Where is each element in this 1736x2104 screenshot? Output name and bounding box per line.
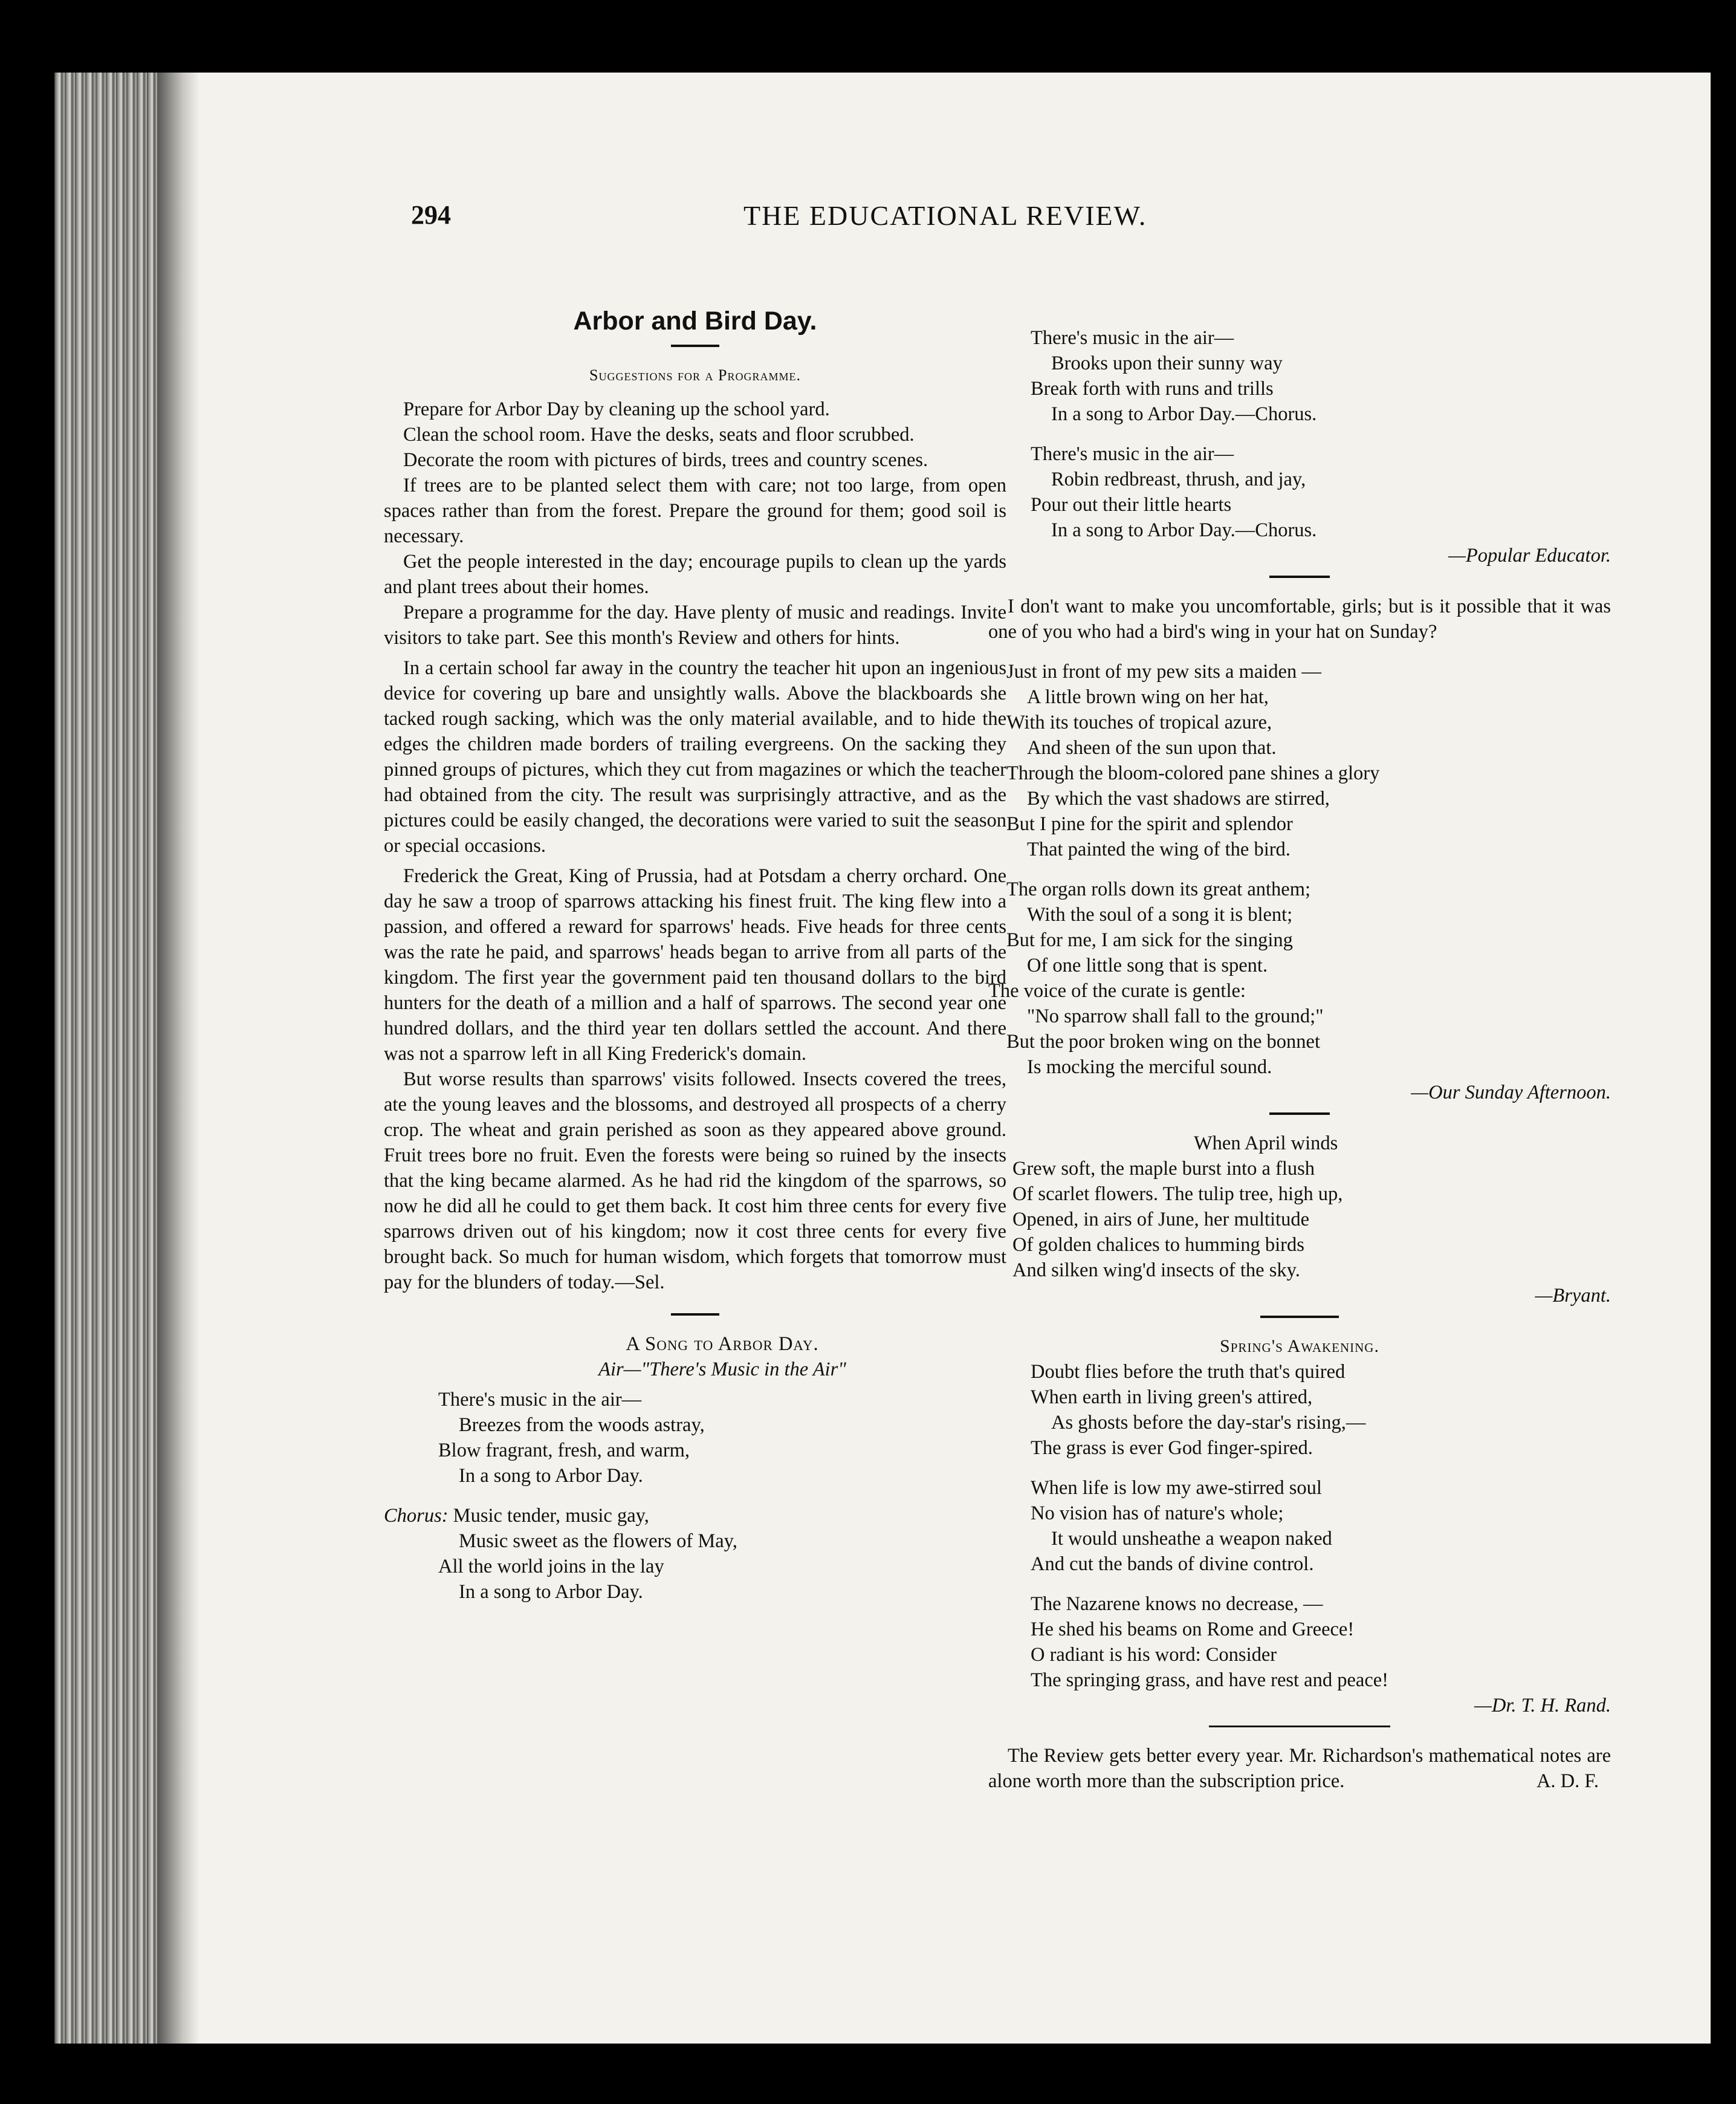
article-title: Arbor and Bird Day.: [573, 307, 817, 336]
verse-line: Of one little song that is spent.: [1027, 955, 1268, 976]
reader-note: The Review gets better every year. Mr. Richardson's mathematical notes are alone worth more than the subscription price.: [988, 1745, 1611, 1792]
attribution: —Bryant.: [1535, 1285, 1611, 1307]
verse-line: The Nazarene knows no decrease, —: [1031, 1593, 1323, 1615]
song-stanza-3: [988, 441, 1611, 543]
verse-line: With the soul of a song it is blent;: [1027, 904, 1293, 926]
verse-line: When life is low my awe-stirred soul: [1031, 1477, 1322, 1499]
verse-line: He shed his beams on Rome and Greece!: [1031, 1619, 1355, 1640]
verse-line: In a song to Arbor Day.—Chorus.: [1051, 519, 1317, 541]
poem-stanza: [988, 1359, 1611, 1461]
verse-line: In a song to Arbor Day.: [459, 1465, 643, 1487]
verse-line: Of scarlet flowers. The tulip tree, high up,: [1012, 1183, 1343, 1205]
verse-line: And cut the bands of divine control.: [1031, 1553, 1314, 1575]
verse-line: Pour out their little hearts: [1031, 494, 1232, 516]
right-column: [988, 254, 1611, 1794]
song-stanza-2: [988, 325, 1611, 427]
verse-line: Music sweet as the flowers of May,: [459, 1530, 737, 1552]
song-chorus: [384, 1503, 1006, 1605]
verse-line: But the poor broken wing on the bonnet: [1006, 1031, 1321, 1053]
attribution: —Popular Educator.: [1448, 545, 1611, 567]
poem-stanza: [988, 1591, 1611, 1693]
paragraph: I don't want to make you uncomfortable, girls; but is it possible that it was one of you who had a bird's wing in your hat on Sunday?: [988, 596, 1611, 643]
verse-line: And sheen of the sun upon that.: [1027, 737, 1277, 759]
verse-line: In a song to Arbor Day.: [459, 1581, 643, 1603]
page-number: 294: [411, 200, 451, 230]
verse-line: Doubt flies before the truth that's quired: [1031, 1361, 1346, 1383]
verse-line: But I pine for the spirit and splendor: [1006, 813, 1293, 835]
verse-line: In a song to Arbor Day.—Chorus.: [1051, 403, 1317, 425]
section-rule: [671, 1313, 719, 1316]
verse-line: That painted the wing of the bird.: [1027, 839, 1291, 860]
chorus-label: Chorus:: [384, 1505, 449, 1527]
verse-line: Music tender, music gay,: [453, 1505, 649, 1527]
song-air: Air—"There's Music in the Air": [598, 1359, 846, 1380]
attribution: —Dr. T. H. Rand.: [1474, 1695, 1611, 1716]
paragraph: In a certain school far away in the country the teacher hit upon an ingenious device for covering up bare and unsightly walls. Above the blackboards she tacked rough sacking, which was the only material available, and to hide the edges the children made borders of trailing evergreens. On the sacking they pinned groups of pictures, which they cut from magazines or which the teacher had obtained from the city. The result was surprisingly attractive, and as the pictures could be easily changed, the decorations were varied to suit the season or special occasions.: [384, 657, 1006, 857]
poem-excerpt: [988, 1131, 1611, 1283]
section-rule: [1260, 1316, 1339, 1318]
verse-line: A little brown wing on her hat,: [1027, 686, 1269, 708]
poem-stanza: [988, 1475, 1611, 1577]
title-rule: [671, 345, 719, 347]
verse-line: Just in front of my pew sits a maiden —: [1006, 661, 1321, 683]
paragraph: Prepare for Arbor Day by cleaning up the school yard.: [403, 398, 830, 420]
paragraph: If trees are to be planted select them with care; not too large, from open spaces rather than from the forest. Prepare the ground for them; good soil is necessary.: [384, 475, 1006, 547]
book-page-edges: [54, 73, 157, 2044]
verse-line: "No sparrow shall fall to the ground;": [1027, 1005, 1324, 1027]
paragraph: Get the people interested in the day; encourage pupils to clean up the yards and plant trees about their homes.: [384, 551, 1006, 598]
paragraph: Frederick the Great, King of Prussia, had at Potsdam a cherry orchard. One day he saw a troop of sparrows attacking his finest fruit. The king flew into a passion, and offered a reward for sparrows' heads. Five heads for three cents was the rate he paid, and sparrows' heads began to arrive from all parts of the kingdom. The first year the government paid ten thousand dollars to the bird hunters for the death of a million and a half of sparrows. The second year one hundred dollars, and the third year ten dollars settled the account. And there was not a sparrow left in all King Frederick's domain.: [384, 865, 1006, 1065]
song-block: [384, 1331, 1006, 1489]
verse-line: By which the vast shadows are stirred,: [1027, 788, 1330, 810]
verse-line: Robin redbreast, thrush, and jay,: [1051, 469, 1306, 490]
verse-line: With its touches of tropical azure,: [1006, 712, 1272, 733]
poem-title: Spring's Awakening.: [1220, 1336, 1379, 1356]
verse-line: Of golden chalices to humming birds: [1012, 1234, 1304, 1256]
verse-line: O radiant is his word: Consider: [1031, 1644, 1277, 1666]
verse-line: Through the bloom-colored pane shines a glory: [1006, 762, 1380, 784]
poem-stanza: [988, 659, 1611, 862]
article-subtitle: Suggestions for a Programme.: [589, 366, 801, 384]
paragraph: But worse results than sparrows' visits followed. Insects covered the trees, ate the young leaves and the blossoms, and destroyed all prospects of a cherry crop. The wheat and grain perished as soon as they appeared above ground. Fruit trees bore no fruit. Even the forests were being so ruined by the insects that the king became alarmed. As he had rid the kingdom of the sparrows, so now he did all he could to get them back. It cost him three cents for every five sparrows driven out of his kingdom; now it cost three cents for every five brought back. So much for human wisdom, which forgets that tomorrow must pay for the blunders of today.—Sel.: [384, 1068, 1006, 1293]
verse-line: Break forth with runs and trills: [1031, 378, 1274, 400]
paragraph: Decorate the room with pictures of birds, trees and country scenes.: [403, 449, 928, 471]
verse-line: Is mocking the merciful sound.: [1027, 1056, 1272, 1078]
attribution: —Our Sunday Afternoon.: [1411, 1082, 1611, 1103]
verse-line: Blow fragrant, fresh, and warm,: [438, 1440, 690, 1461]
scanned-page: [54, 73, 1711, 2044]
verse-line: There's music in the air—: [1031, 443, 1234, 465]
verse-line: It would unsheathe a weapon naked: [1051, 1528, 1332, 1550]
running-head: THE EDUCATIONAL REVIEW.: [743, 200, 1147, 231]
poem-stanza: [988, 877, 1611, 1080]
verse-line: Brooks upon their sunny way: [1051, 352, 1283, 374]
left-column: [384, 254, 1006, 1605]
note-signature: A. D. F.: [1536, 1770, 1599, 1792]
verse-line: There's music in the air—: [1031, 327, 1234, 349]
section-rule: [1209, 1726, 1390, 1727]
section-rule: [1269, 576, 1330, 578]
section-rule: [1269, 1112, 1330, 1115]
verse-line: All the world joins in the lay: [438, 1556, 664, 1577]
verse-line: The grass is ever God finger-spired.: [1031, 1437, 1313, 1459]
verse-line: When earth in living green's attired,: [1031, 1386, 1313, 1408]
verse-line: But for me, I am sick for the singing: [1006, 929, 1293, 951]
book-gutter-shadow: [157, 73, 199, 2044]
paragraph: Clean the school room. Have the desks, seats and floor scrubbed.: [403, 424, 915, 446]
verse-line: The springing grass, and have rest and peace!: [1031, 1669, 1388, 1691]
verse-line: The voice of the curate is gentle:: [988, 980, 1246, 1002]
paragraph: Prepare a programme for the day. Have plenty of music and readings. Invite visitors to take part. See this month's Review and others for hints.: [384, 602, 1006, 649]
verse-line: Breezes from the woods astray,: [459, 1414, 705, 1436]
verse-line: No vision has of nature's whole;: [1031, 1502, 1284, 1524]
song-stanza-1: [438, 1387, 1006, 1489]
verse-line: When April winds: [1194, 1132, 1338, 1154]
verse-line: And silken wing'd insects of the sky.: [1012, 1259, 1300, 1281]
song-title: A Song to Arbor Day.: [626, 1333, 819, 1355]
verse-line: Opened, in airs of June, her multitude: [1012, 1209, 1309, 1230]
verse-line: The organ rolls down its great anthem;: [1006, 878, 1311, 900]
verse-line: There's music in the air—: [438, 1389, 642, 1411]
verse-line: As ghosts before the day-star's rising,—: [1051, 1412, 1366, 1434]
verse-line: Grew soft, the maple burst into a flush: [1012, 1158, 1315, 1180]
